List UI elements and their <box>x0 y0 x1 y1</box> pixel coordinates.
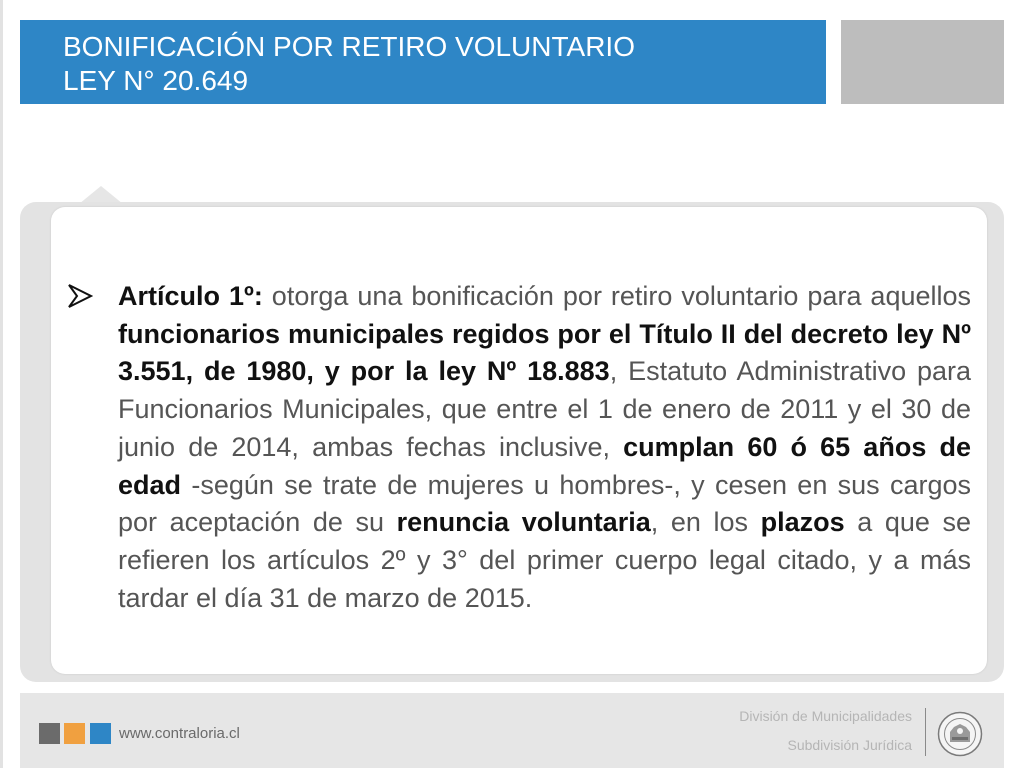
article-paragraph <box>118 278 971 617</box>
article-bold-segment: Artículo 1º: <box>118 281 263 311</box>
article-text-segment: otorga una bonificación por retiro voluntario para aquellos <box>262 281 972 311</box>
article-bold-segment: cumplan 60 ó 65 años de edad <box>118 431 971 500</box>
article-text-segment: , en los <box>650 507 761 538</box>
article-bold-segment: renuncia voluntaria <box>396 507 651 538</box>
subdivision-label: Subdivisión Jurídica <box>787 737 912 753</box>
title-bar <box>20 20 826 104</box>
division-label: División de Municipalidades <box>739 708 912 724</box>
article-bold-segment: plazos <box>760 507 845 538</box>
website-link[interactable]: www.contraloria.cl <box>119 725 240 742</box>
footer-divider <box>925 708 926 756</box>
header-grey-block <box>841 20 1004 104</box>
contraloria-seal-icon <box>937 711 983 757</box>
article-bold-segment: funcionarios municipales regidos por el Título II del decreto ley Nº 3.551, de 1980, y por la ley Nº 18.883 <box>118 318 971 387</box>
article-text-segment: a que se refieren los artículos 2º y 3° del primer cuerpo legal citado, y a más tardar el día 31 de marzo de 2015. <box>118 507 971 613</box>
article-text-segment: , Estatuto Administrativo para Funcionarios Municipales, que entre el 1 de enero de 2011 y el 30 de junio de 2014, ambas fechas inclusive, <box>118 356 972 462</box>
left-edge-line <box>0 0 3 768</box>
arrow-bullet-icon <box>67 284 93 308</box>
article-text-segment: -según se trate de mujeres u hombres-, y cesen en sus cargos por aceptación de su <box>118 469 971 538</box>
footer-grey-square <box>39 723 60 744</box>
footer-blue-square <box>90 723 111 744</box>
slide-title-line1: BONIFICACIÓN POR RETIRO VOLUNTARIO <box>63 31 635 62</box>
slide-title-line2: LEY N° 20.649 <box>63 65 249 96</box>
footer-orange-square <box>64 723 85 744</box>
